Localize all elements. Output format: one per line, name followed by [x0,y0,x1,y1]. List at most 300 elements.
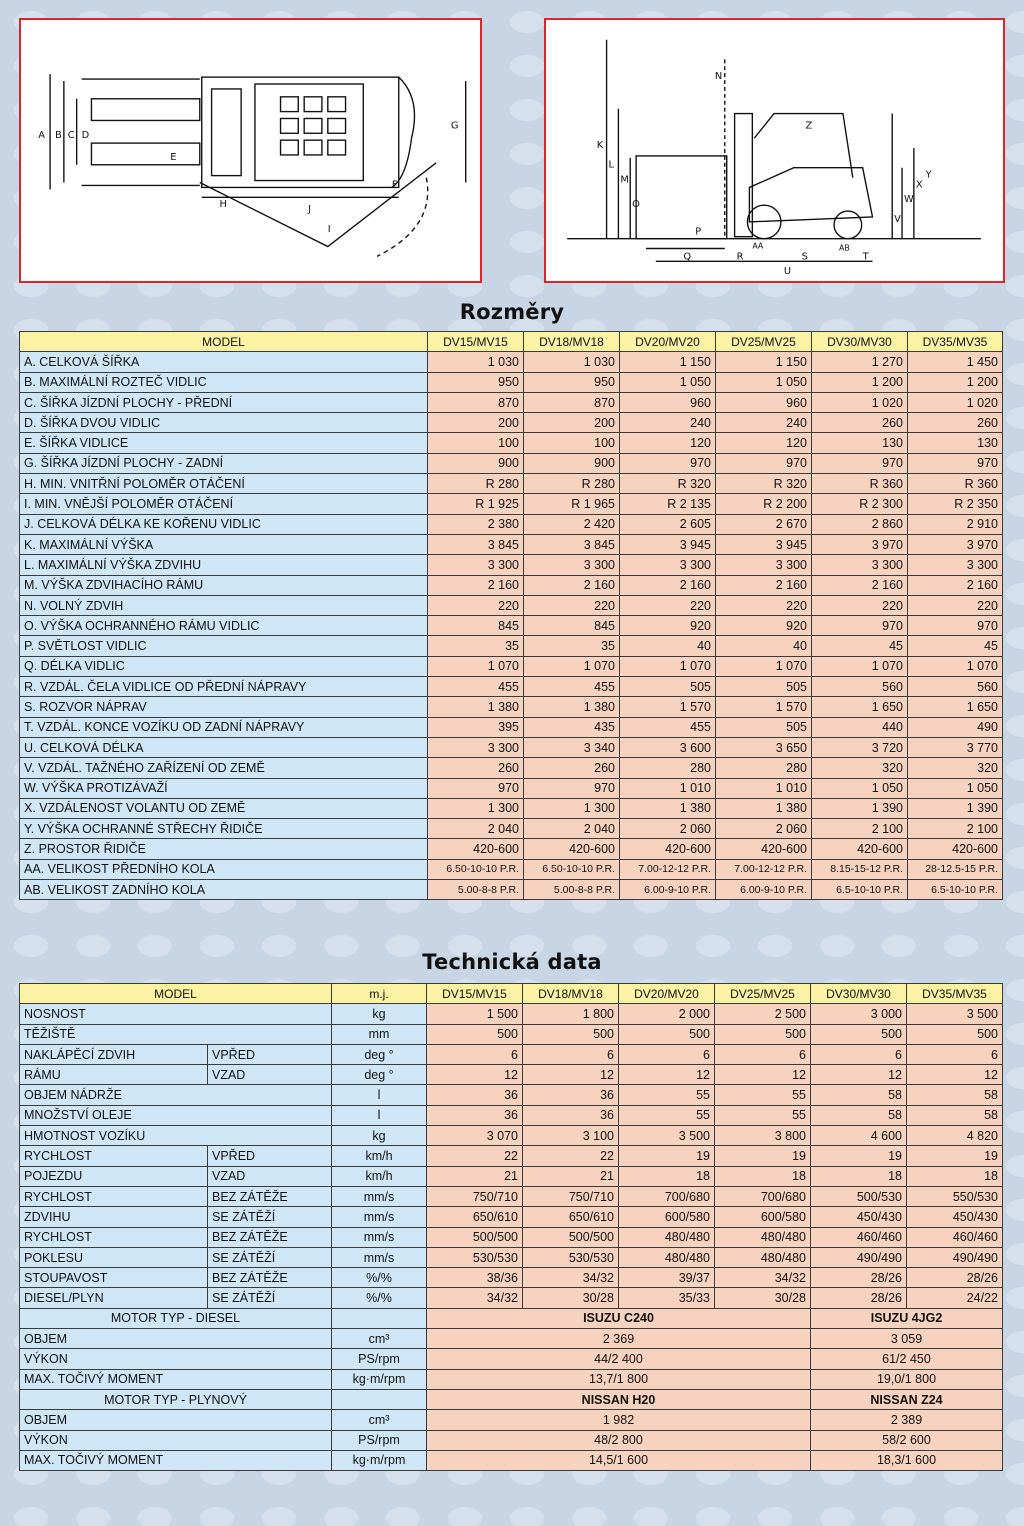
table-row [20,1024,1003,1044]
unit-cell: PS/rpm [332,1349,427,1369]
table-cell: 3 650 [716,737,812,757]
table-cell: 58 [907,1085,1003,1105]
table-cell: 500 [907,1024,1003,1044]
table-cell: 220 [620,595,716,615]
table-cell: 2 100 [812,819,908,839]
table-row [20,494,1003,514]
model-column-header: DV15/MV15 [427,984,523,1004]
table-row [20,1450,1003,1470]
table-cell: 22 [523,1146,619,1166]
dim-letter-a: A [38,130,45,142]
sub-label: SE ZÁTĚŽÍ [208,1288,332,1308]
table-cell: 3 300 [428,737,524,757]
table-cell: 12 [523,1065,619,1085]
row-label: AB. VELIKOST ZADNÍHO KOLA [20,880,428,900]
unit-cell: deg ° [332,1044,427,1064]
table-cell: 55 [619,1105,715,1125]
table-cell: 3 300 [812,555,908,575]
table-cell: 600/580 [715,1207,811,1227]
table-cell: 260 [524,758,620,778]
table-row [20,1146,1003,1166]
table-cell: 1 380 [620,798,716,818]
row-label: I. MIN. VNĚJŠÍ POLOMĚR OTÁČENÍ [20,494,428,514]
table-cell: R 280 [428,474,524,494]
dim-letter-r: R [736,251,744,263]
row-label: D. ŠÍŘKA DVOU VIDLIC [20,413,428,433]
row-label: C. ŠÍŘKA JÍZDNÍ PLOCHY - PŘEDNÍ [20,392,428,412]
table-cell: 6 [811,1044,907,1064]
row-label: P. SVĚTLOST VIDLIC [20,636,428,656]
table-cell: 500 [619,1024,715,1044]
table-cell: 3 720 [812,737,908,757]
table-cell: 3 300 [524,555,620,575]
table-cell: 1 300 [524,798,620,818]
table-cell: 1 020 [908,392,1003,412]
table-row [20,433,1003,453]
fork-lower [91,143,199,165]
table-cell: 1 982 [427,1410,811,1430]
dim-letter-b: B [54,130,62,142]
table-cell: 2 160 [716,575,812,595]
dim-letter-p: P [695,226,702,238]
table-row [20,1065,1003,1085]
table-cell: 44/2 400 [427,1349,811,1369]
table-cell: 1 500 [427,1004,523,1024]
table-row [20,717,1003,737]
table-cell: 1 380 [524,697,620,717]
row-label: L. MAXIMÁLNÍ VÝŠKA ZDVIHU [20,555,428,575]
table-row [20,1430,1003,1450]
table-row [20,595,1003,615]
table-cell: 3 300 [908,555,1003,575]
row-label: DIESEL/PLYN [20,1288,208,1308]
table-cell: 34/32 [523,1268,619,1288]
table-row [20,1349,1003,1369]
table-cell: 3 970 [812,534,908,554]
table-cell: 1 070 [524,656,620,676]
table-cell: 21 [427,1166,523,1186]
sub-label: BEZ ZÁTĚŽE [208,1227,332,1247]
table-cell: 220 [716,595,812,615]
dim-letter-ab: AB [839,243,850,253]
sub-label: VPŘED [208,1146,332,1166]
table-cell: 55 [715,1085,811,1105]
table-cell: 870 [428,392,524,412]
dimensions-header-row [20,332,1003,352]
table-cell: 19 [907,1146,1003,1166]
truck-body [202,77,399,187]
table-cell: 130 [908,433,1003,453]
table-row [20,474,1003,494]
row-label: R. VZDÁL. ČELA VIDLICE OD PŘEDNÍ NÁPRAVY [20,677,428,697]
row-label: VÝKON [20,1430,332,1450]
table-cell: 3 500 [907,1004,1003,1024]
table-row [20,1126,1003,1146]
table-cell: R 360 [908,474,1003,494]
table-cell: 320 [908,758,1003,778]
table-cell: 8.15-15-12 P.R. [812,859,908,879]
row-label: V. VZDÁL. TAŽNÉHO ZAŘÍZENÍ OD ZEMĚ [20,758,428,778]
model-column-header: DV35/MV35 [908,332,1003,352]
table-cell: 36 [427,1085,523,1105]
engine-type-label: MOTOR TYP - PLYNOVÝ [20,1389,332,1409]
table-cell: 1 010 [620,778,716,798]
table-cell: 1 390 [812,798,908,818]
table-cell: 6.00-9-10 P.R. [620,880,716,900]
table-cell: 28-12.5-15 P.R. [908,859,1003,879]
table-cell: 970 [908,453,1003,473]
table-row [20,1247,1003,1267]
table-cell: 700/680 [715,1186,811,1206]
table-cell: 395 [428,717,524,737]
table-cell: 3 970 [908,534,1003,554]
table-cell: 3 100 [523,1126,619,1146]
table-row [20,778,1003,798]
table-cell: 2 060 [716,819,812,839]
dim-letter-e: E [170,151,177,163]
table-cell: 3 300 [428,555,524,575]
technical-title: Technická data [422,950,602,974]
table-cell: 12 [619,1065,715,1085]
table-cell: 12 [811,1065,907,1085]
table-cell: 3 059 [811,1329,1003,1349]
model-column-header: DV30/MV30 [812,332,908,352]
table-cell: 58 [811,1105,907,1125]
table-cell: 14,5/1 600 [427,1450,811,1470]
table-cell: 260 [812,413,908,433]
table-cell: 900 [428,453,524,473]
table-cell: 1 070 [716,656,812,676]
table-cell: 21 [523,1166,619,1186]
table-cell: 460/460 [907,1227,1003,1247]
table-cell: 2 100 [908,819,1003,839]
table-cell: 1 380 [428,697,524,717]
table-cell: 2 369 [427,1329,811,1349]
table-cell: 1 070 [908,656,1003,676]
table-row [20,819,1003,839]
table-row [20,1166,1003,1186]
table-cell: 1 050 [812,778,908,798]
table-cell: 3 945 [620,534,716,554]
chassis [749,168,872,222]
table-cell: 1 010 [716,778,812,798]
table-cell: 1 150 [620,352,716,372]
table-cell: 18 [907,1166,1003,1186]
table-row [20,1329,1003,1349]
table-cell: 100 [524,433,620,453]
table-cell: 480/480 [619,1227,715,1247]
table-cell: R 2 300 [812,494,908,514]
engine-name: ISUZU 4JG2 [811,1308,1003,1328]
table-cell: 500 [715,1024,811,1044]
table-cell: R 1 925 [428,494,524,514]
table-cell: R 2 200 [716,494,812,514]
unit-cell: kg [332,1126,427,1146]
table-row [20,636,1003,656]
table-row [20,413,1003,433]
table-cell: 1 300 [428,798,524,818]
table-cell: 530/530 [427,1247,523,1267]
table-cell: 970 [812,453,908,473]
table-cell: 28/26 [907,1268,1003,1288]
table-cell: 1 050 [908,778,1003,798]
table-cell: 1 050 [716,372,812,392]
table-cell: 970 [908,616,1003,636]
row-label: X. VZDÁLENOST VOLANTU OD ZEMĚ [20,798,428,818]
sub-label: BEZ ZÁTĚŽE [208,1268,332,1288]
dim-letter-g: G [450,120,459,132]
table-cell: 12 [715,1065,811,1085]
row-label: TĚŽIŠTĚ [20,1024,332,1044]
table-cell: 1 200 [812,372,908,392]
model-column-header: DV20/MV20 [619,984,715,1004]
table-cell: 845 [524,616,620,636]
unit-cell: km/h [332,1166,427,1186]
table-cell: 58 [907,1105,1003,1125]
table-cell: R 360 [812,474,908,494]
engine-header-row [20,1308,1003,1328]
table-cell: 36 [523,1105,619,1125]
table-cell: 6 [427,1044,523,1064]
table-row [20,798,1003,818]
engine-name: ISUZU C240 [427,1308,811,1328]
table-cell: 6 [715,1044,811,1064]
table-cell: 1 650 [908,697,1003,717]
table-cell: 3 340 [524,737,620,757]
table-cell: 36 [523,1085,619,1105]
row-label: STOUPAVOST [20,1268,208,1288]
table-row [20,392,1003,412]
model-header: MODEL [20,984,332,1004]
table-row [20,677,1003,697]
table-cell: 550/530 [907,1186,1003,1206]
unit-cell: mm/s [332,1227,427,1247]
table-cell: 28/26 [811,1288,907,1308]
table-cell: 455 [620,717,716,737]
table-cell: 970 [812,616,908,636]
table-cell: 2 160 [620,575,716,595]
table-cell: 420-600 [716,839,812,859]
engine-name: NISSAN H20 [427,1389,811,1409]
table-row [20,534,1003,554]
unit-cell: PS/rpm [332,1430,427,1450]
table-cell: 1 030 [428,352,524,372]
table-cell: 505 [716,717,812,737]
table-cell: 19 [619,1146,715,1166]
table-cell: 13,7/1 800 [427,1369,811,1389]
table-cell: 2 670 [716,514,812,534]
table-cell: 500 [523,1024,619,1044]
side-view-diagram [544,18,1005,283]
table-cell: 3 845 [524,534,620,554]
row-label: NAKLÁPĚCÍ ZDVIH [20,1044,208,1064]
table-row [20,839,1003,859]
table-cell: 870 [524,392,620,412]
sub-label: BEZ ZÁTĚŽE [208,1186,332,1206]
table-cell: 58 [811,1085,907,1105]
row-label: N. VOLNÝ ZDVIH [20,595,428,615]
table-row [20,737,1003,757]
dim-letter-aa: AA [752,241,764,251]
table-cell: 970 [524,778,620,798]
table-cell: 420-600 [908,839,1003,859]
row-label: RYCHLOST [20,1146,208,1166]
table-cell: 6 [523,1044,619,1064]
table-cell: 560 [812,677,908,697]
table-cell: 2 420 [524,514,620,534]
table-row [20,514,1003,534]
table-cell: 1 070 [812,656,908,676]
table-cell: 39/37 [619,1268,715,1288]
table-cell: 1 390 [908,798,1003,818]
unit-cell [332,1389,427,1409]
row-label: G. ŠÍŘKA JÍZDNÍ PLOCHY - ZADNÍ [20,453,428,473]
table-cell: 30/28 [523,1288,619,1308]
table-cell: 1 150 [716,352,812,372]
table-cell: 6.5-10-10 P.R. [908,880,1003,900]
table-cell: 120 [716,433,812,453]
table-cell: 18,3/1 600 [811,1450,1003,1470]
table-cell: 55 [619,1085,715,1105]
row-label: VÝKON [20,1349,332,1369]
table-row [20,1369,1003,1389]
table-cell: R 1 965 [524,494,620,514]
dim-letter-u: U [783,266,792,278]
table-cell: 1 050 [620,372,716,392]
row-label: O. VÝŠKA OCHRANNÉHO RÁMU VIDLIC [20,616,428,636]
table-cell: 460/460 [811,1227,907,1247]
dim-letter-t: T [862,251,869,263]
dim-letter-h: H [219,199,227,211]
table-cell: 2 040 [524,819,620,839]
row-label: RYCHLOST [20,1186,208,1206]
table-cell: 6.50-10-10 P.R. [428,859,524,879]
table-cell: 455 [524,677,620,697]
row-label: Q. DÉLKA VIDLIC [20,656,428,676]
model-column-header: DV25/MV25 [715,984,811,1004]
table-cell: 500 [811,1024,907,1044]
table-cell: 3 770 [908,737,1003,757]
table-cell: 920 [620,616,716,636]
row-label: ZDVIHU [20,1207,208,1227]
unit-cell: %/% [332,1288,427,1308]
dim-letter-y: Y [925,169,932,181]
table-cell: 4 600 [811,1126,907,1146]
table-cell: 560 [908,677,1003,697]
table-cell: 2 000 [619,1004,715,1024]
table-row [20,1105,1003,1125]
table-cell: 2 860 [812,514,908,534]
row-label: MAX. TOČIVÝ MOMENT [20,1369,332,1389]
row-label: RYCHLOST [20,1227,208,1247]
table-cell: R 320 [716,474,812,494]
row-label: MNOŽSTVÍ OLEJE [20,1105,332,1125]
table-row [20,1227,1003,1247]
row-label: B. MAXIMÁLNÍ ROZTEČ VIDLIC [20,372,428,392]
table-cell: 1 570 [716,697,812,717]
table-cell: 490/490 [907,1247,1003,1267]
table-row [20,697,1003,717]
table-cell: 3 300 [620,555,716,575]
table-cell: 3 000 [811,1004,907,1024]
table-cell: 3 600 [620,737,716,757]
unit-cell [332,1308,427,1328]
table-cell: 18 [811,1166,907,1186]
table-row [20,372,1003,392]
table-cell: 19 [811,1146,907,1166]
table-cell: 920 [716,616,812,636]
dim-letter-v: V [894,213,901,225]
table-cell: 845 [428,616,524,636]
table-cell: 220 [908,595,1003,615]
table-cell: 1 800 [523,1004,619,1024]
table-cell: 3 800 [715,1126,811,1146]
dim-letter-x: X [915,179,923,191]
load-block [636,156,727,239]
table-cell: 750/710 [523,1186,619,1206]
dim-letter-q: Q [683,251,692,263]
table-cell: 2 040 [428,819,524,839]
model-column-header: DV20/MV20 [620,332,716,352]
table-cell: 19,0/1 800 [811,1369,1003,1389]
table-cell: 200 [428,413,524,433]
top-view-drawing [21,20,480,281]
unit-cell: cm³ [332,1410,427,1430]
model-header: MODEL [20,332,428,352]
model-column-header: DV30/MV30 [811,984,907,1004]
table-cell: 1 200 [908,372,1003,392]
unit-cell: mm/s [332,1207,427,1227]
table-row [20,1186,1003,1206]
table-row [20,1288,1003,1308]
table-cell: 35/33 [619,1288,715,1308]
table-cell: 1 380 [716,798,812,818]
table-cell: 5.00-8-8 P.R. [428,880,524,900]
sub-label: VPŘED [208,1044,332,1064]
table-cell: 100 [428,433,524,453]
table-cell: 450/430 [811,1207,907,1227]
table-cell: 3 070 [427,1126,523,1146]
table-cell: R 280 [524,474,620,494]
unit-cell: km/h [332,1146,427,1166]
table-cell: 3 845 [428,534,524,554]
table-cell: 240 [620,413,716,433]
table-row [20,1207,1003,1227]
model-column-header: DV18/MV18 [524,332,620,352]
unit-cell: kg·m/rpm [332,1450,427,1470]
dim-letter-n: N [714,71,723,83]
dim-letter-w: W [904,194,914,206]
dim-letter-j: J [308,204,312,216]
table-row [20,575,1003,595]
row-label: HMOTNOST VOZÍKU [20,1126,332,1146]
table-cell: 18 [619,1166,715,1186]
sub-label: SE ZÁTĚŽÍ [208,1247,332,1267]
table-cell: 2 160 [428,575,524,595]
dim-letter-m: M [620,174,629,186]
table-cell: 500/500 [427,1227,523,1247]
table-cell: 900 [524,453,620,473]
top-view-diagram [19,18,482,283]
table-cell: 2 910 [908,514,1003,534]
table-cell: 38/36 [427,1268,523,1288]
row-label: E. ŠÍŘKA VIDLICE [20,433,428,453]
table-cell: R 2 135 [620,494,716,514]
row-label: POKLESU [20,1247,208,1267]
unit-cell: cm³ [332,1329,427,1349]
table-cell: 1 270 [812,352,908,372]
table-cell: 480/480 [715,1247,811,1267]
